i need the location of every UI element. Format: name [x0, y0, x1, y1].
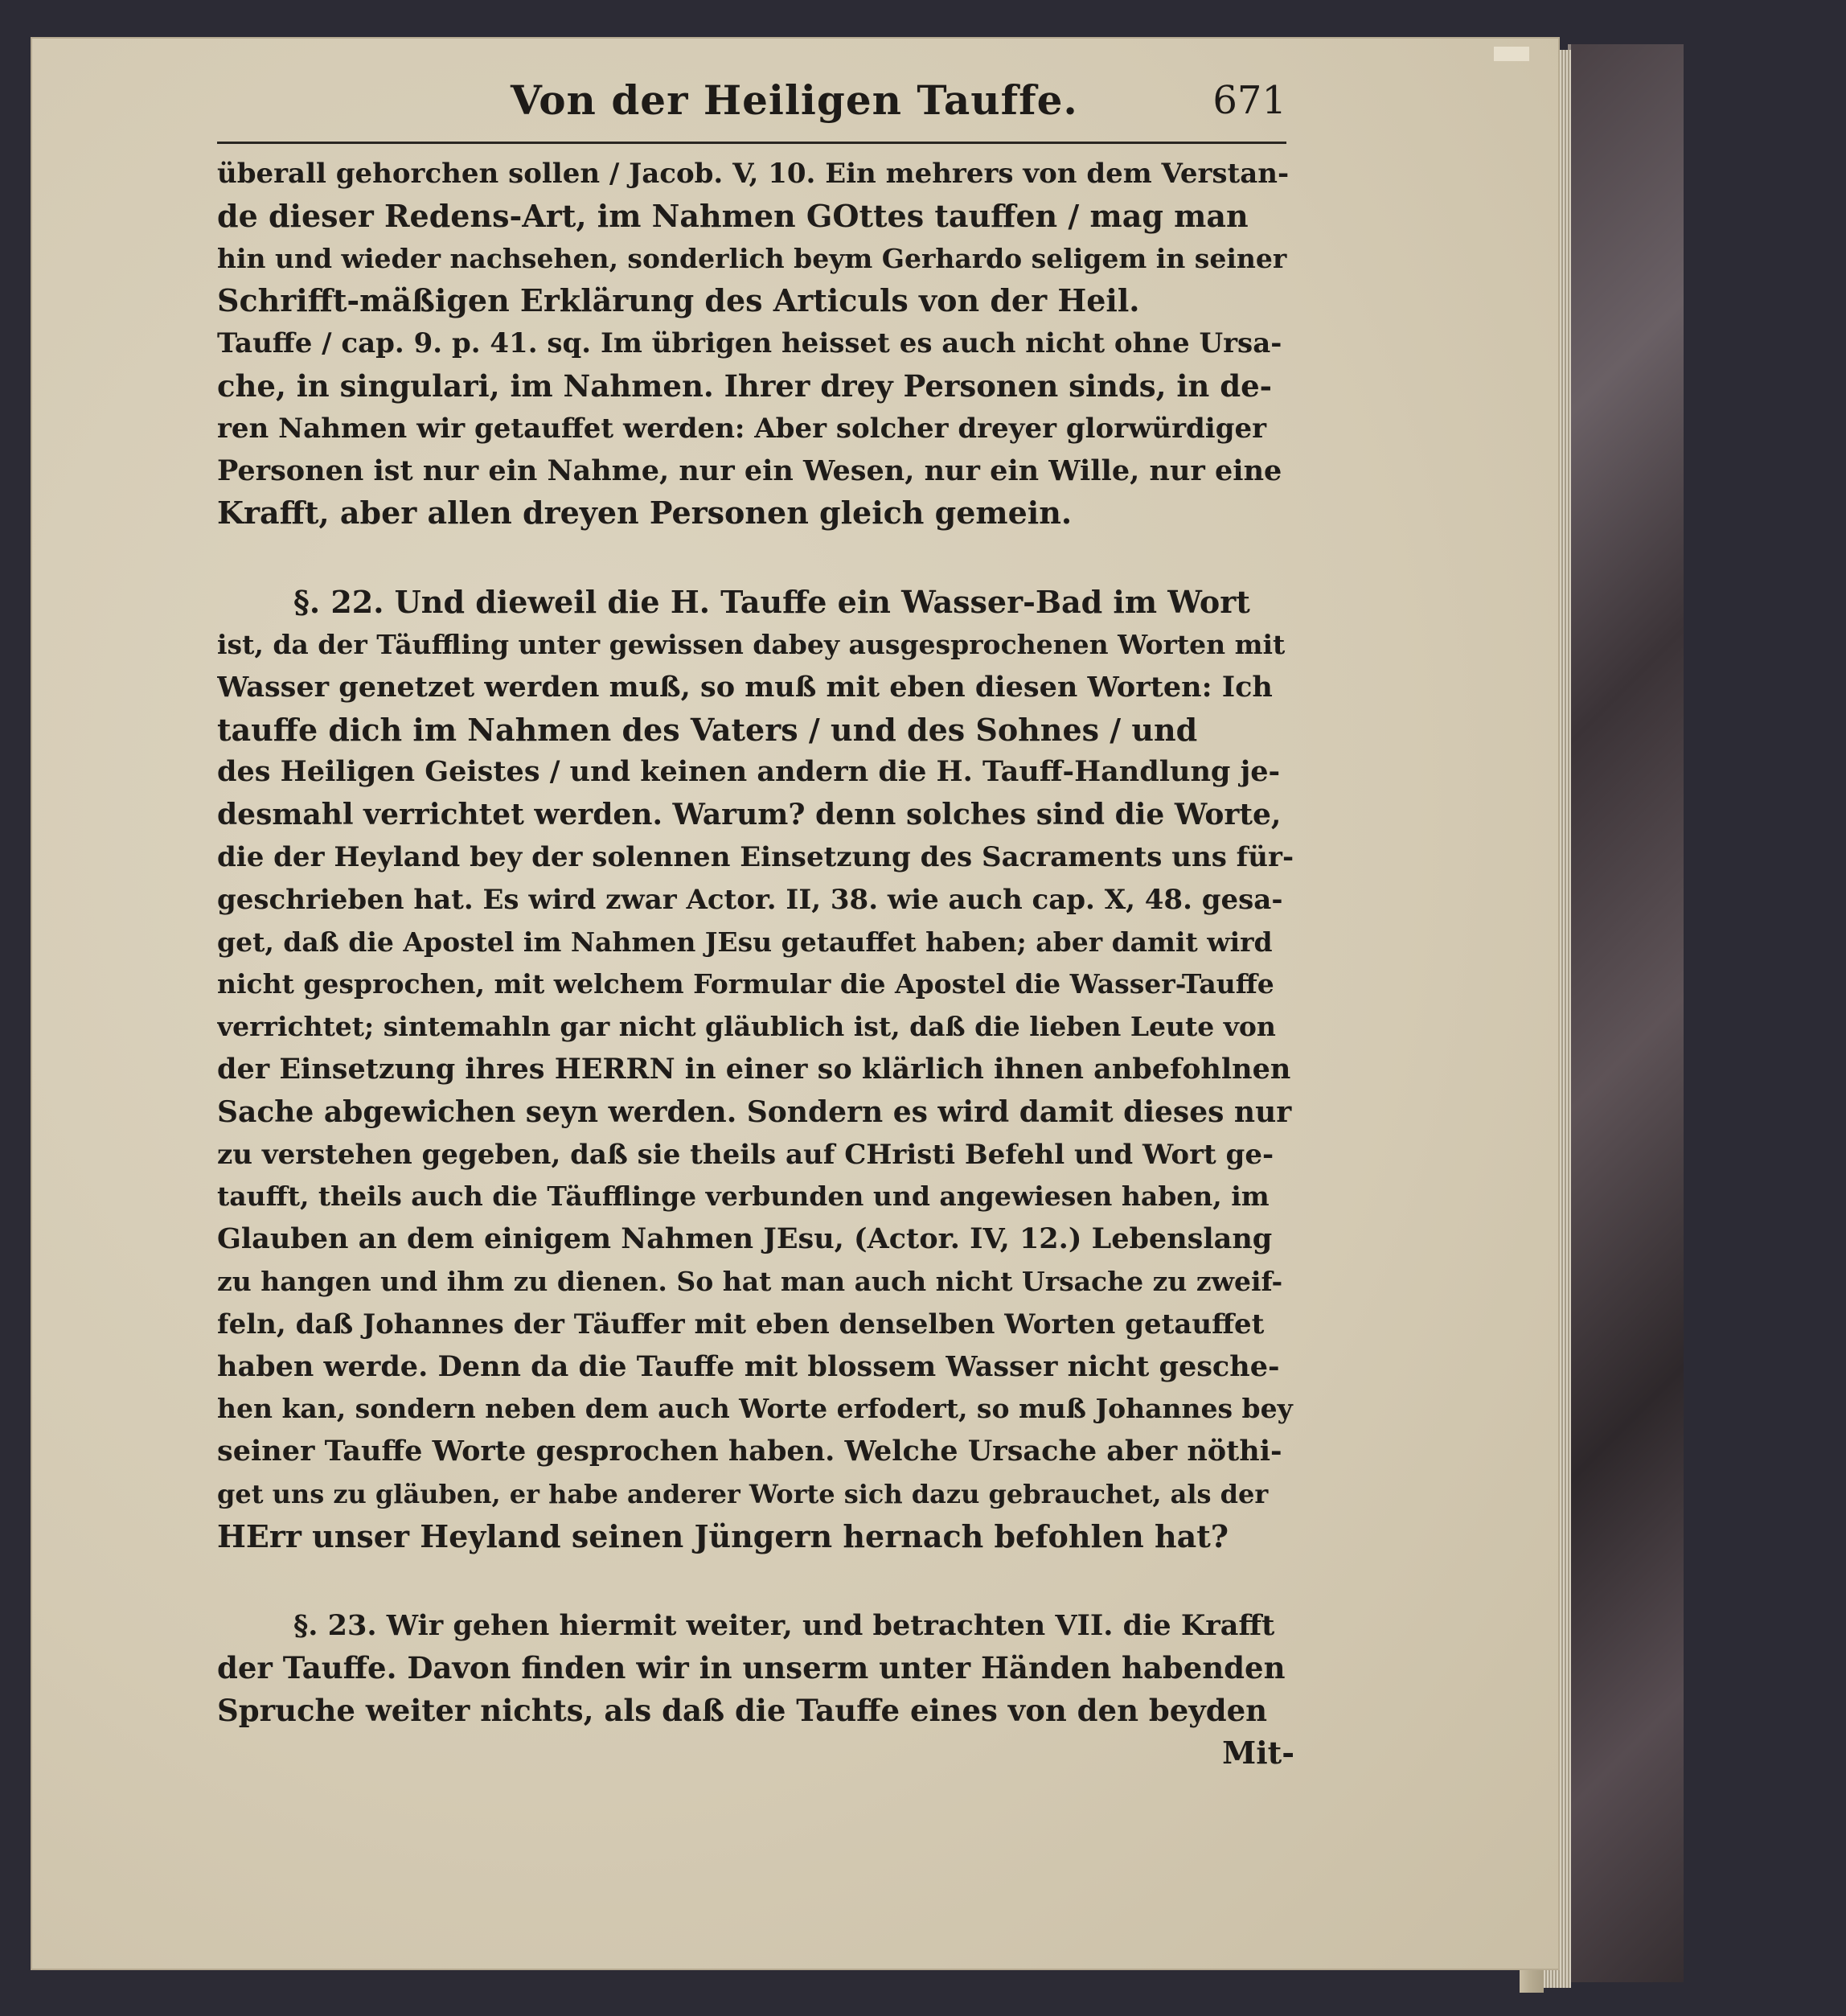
text-line: tauffe dich im Nahmen des Vaters / und des Sohnes / und — [217, 711, 1198, 748]
text-line: der Tauffe. Davon finden wir in unserm unter Händen habenden — [217, 1650, 1286, 1686]
text-line: der Einsetzung ihres HERRN in einer so klärlich ihnen anbefohlnen — [217, 1052, 1291, 1086]
text-line: get, daß die Apostel im Nahmen JEsu getauffet haben; aber damit wird — [217, 926, 1273, 958]
text-line: zu verstehen gegeben, daß sie theils auf CHristi Befehl und Wort ge- — [217, 1138, 1274, 1171]
text-line: zu hangen und ihm zu dienen. So hat man auch nicht Ursache zu zweif- — [217, 1265, 1283, 1297]
text-line: Spruche weiter nichts, als daß die Tauffe eines von den beyden — [217, 1693, 1268, 1729]
text-line: desmahl verrichtet werden. Warum? denn solches sind die Worte, — [217, 798, 1282, 832]
page-number: 671 — [1212, 78, 1286, 123]
text-line: hen kan, sondern neben dem auch Worte erfodert, so muß Johannes bey — [217, 1393, 1293, 1425]
body-text — [217, 153, 1294, 1775]
text-line: Glauben an dem einigem Nahmen JEsu, (Actor. IV, 12.) Lebenslang — [217, 1222, 1273, 1256]
text-line: seiner Tauffe Worte gesprochen haben. Welche Ursache aber nöthi- — [217, 1435, 1282, 1468]
text-line: ren Nahmen wir getauffet werden: Aber solcher dreyer glorwürdiger — [217, 412, 1267, 445]
catchword: Mit- — [1222, 1734, 1294, 1771]
text-line: des Heiligen Geistes / und keinen andern die H. Tauff-Handlung je- — [217, 755, 1281, 789]
text-line: Personen ist nur ein Nahme, nur ein Wesen, nur ein Wille, nur eine — [217, 454, 1282, 487]
text-line: nicht gesprochen, mit welchem Formular die Apostel die Wasser-Tauffe — [217, 968, 1274, 1000]
page-tab-marker — [1494, 47, 1529, 61]
book-cover-edge — [1568, 44, 1684, 1982]
catchword-line — [217, 1732, 1294, 1775]
text-line: Wasser genetzet werden muß, so muß mit eben diesen Worten: Ich — [217, 670, 1273, 704]
text-line: che, in singulari, im Nahmen. Ihrer drey Personen sinds, in de- — [217, 367, 1272, 404]
text-line: verrichtet; sintemahln gar nicht gläublich ist, daß die lieben Leute von — [217, 1011, 1276, 1043]
text-line: geschrieben hat. Es wird zwar Actor. II, 38. wie auch cap. X, 48. gesa- — [217, 883, 1283, 916]
text-line: überall gehorchen sollen / Jacob. V, 10. Ein mehrers von dem Verstan- — [217, 158, 1290, 190]
running-header — [217, 76, 1286, 133]
text-line: haben werde. Denn da die Tauffe mit blossem Wasser nicht gesche- — [217, 1349, 1280, 1383]
text-line: Sache abgewichen seyn werden. Sondern es wird damit dieses nur — [217, 1094, 1292, 1129]
paragraph-start-22: §. 22. Und dieweil die H. Tauffe ein Wasser-Bad im Wort — [293, 584, 1250, 621]
text-line: Krafft, aber allen dreyen Personen gleich gemein. — [217, 495, 1073, 532]
text-line: feln, daß Johannes der Täuffer mit eben denselben Worten getauffet — [217, 1308, 1265, 1341]
text-line: die der Heyland bey der solennen Einsetzung des Sacraments uns für- — [217, 840, 1294, 873]
text-line: HErr unser Heyland seinen Jüngern hernach befohlen hat? — [217, 1517, 1229, 1554]
text-line: hin und wieder nachsehen, sonderlich beym Gerhardo seligem in seiner — [217, 242, 1287, 274]
header-rule — [217, 142, 1286, 144]
text-line: de dieser Redens-Art, im Nahmen GOttes tauffen / mag man — [217, 197, 1249, 234]
paragraph-gap — [217, 535, 1294, 581]
text-line: Schrifft-mäßigen Erklärung des Articuls von der Heil. — [217, 282, 1140, 319]
text-line: ist, da der Täuffling unter gewissen dabey ausgesprochenen Worten mit — [217, 628, 1286, 660]
text-line: Tauffe / cap. 9. p. 41. sq. Im übrigen heisset es auch nicht ohne Ursa- — [217, 327, 1282, 360]
running-title: Von der Heiligen Tauffe. — [511, 76, 1078, 124]
text-line: get uns zu gläuben, er habe anderer Worte sich dazu gebrauchet, als der — [217, 1478, 1269, 1509]
text-line: taufft, theils auch die Täufflinge verbunden und angewiesen haben, im — [217, 1180, 1270, 1213]
paragraph-gap — [217, 1558, 1294, 1605]
paragraph-start-23: §. 23. Wir gehen hiermit weiter, und betrachten VII. die Krafft — [293, 1608, 1275, 1642]
